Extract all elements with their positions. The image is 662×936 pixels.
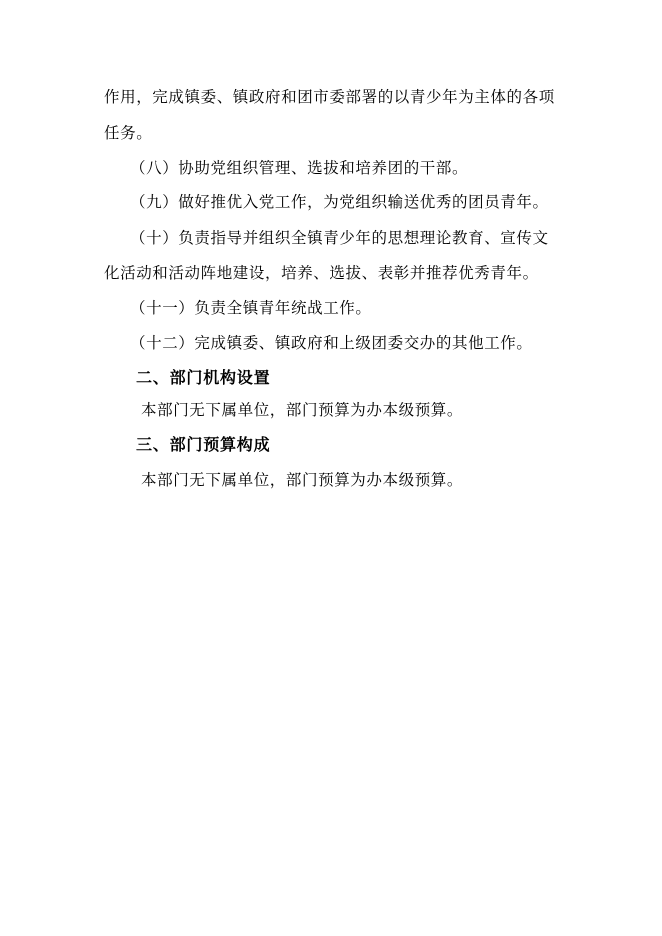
paragraph-line: 任务。 <box>104 124 153 142</box>
list-item: （十一）负责全镇青年统战工作。 <box>130 299 372 317</box>
list-item: （十二）完成镇委、镇政府和上级团委交办的其他工作。 <box>130 334 533 352</box>
section-heading: 二、部门机构设置 <box>136 368 271 387</box>
list-item: （八）协助党组织管理、选拔和培养团的干部。 <box>130 159 469 177</box>
list-item-continuation: 化活动和活动阵地建设，培养、选拔、表彰并推荐优秀青年。 <box>104 264 539 282</box>
list-item: （十）负责指导并组织全镇青少年的思想理论教育、宣传文 <box>130 229 549 247</box>
list-item: （九）做好推优入党工作，为党组织输送优秀的团员青年。 <box>130 193 549 211</box>
section-heading: 三、部门预算构成 <box>136 435 271 454</box>
section-body: 本部门无下属单位，部门预算为办本级预算。 <box>141 401 464 419</box>
paragraph-line: 作用，完成镇委、镇政府和团市委部署的以青少年为主体的各项 <box>104 88 555 106</box>
section-body: 本部门无下属单位，部门预算为办本级预算。 <box>141 471 464 489</box>
